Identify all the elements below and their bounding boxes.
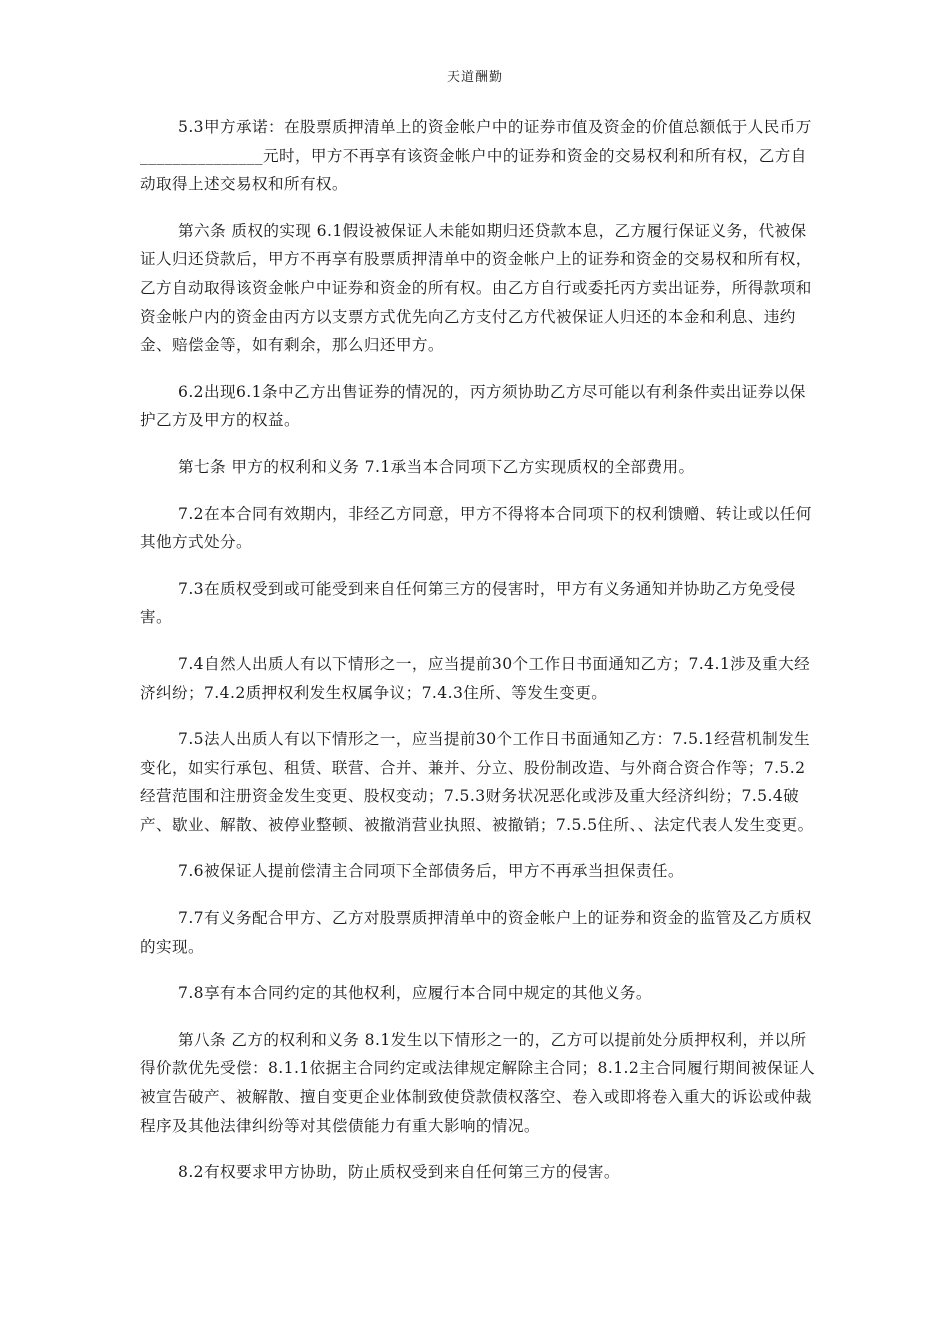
paragraph-article-8: 第八条 乙方的权利和义务 8.1发生以下情形之一的，乙方可以提前处分质押权利，并以所得价款优先受偿：8.1.1依据主合同约定或法律规定解除主合同；8.1.2主合同履行期间被保证人被宣告破产、被解散、擅自变更企业体制致使贷款债权落空、卷入或即将卷入重大的诉讼或仲裁程序及其他法律纠纷等对其偿债能力有重大影响的情况。	[140, 1030, 816, 1135]
paragraph-7-6: 7.6被保证人提前偿清主合同项下全部债务后，甲方不再承当担保责任。	[178, 862, 684, 881]
paragraph-8-2: 8.2有权要求甲方协助，防止质权受到来自任何第三方的侵害。	[178, 1163, 620, 1182]
paragraph-6-2: 6.2出现6.1条中乙方出售证券的情况的，丙方须协助乙方尽可能以有利条件卖出证券以保护乙方及甲方的权益。	[140, 382, 806, 430]
paragraph-article-7: 第七条 甲方的权利和义务 7.1承当本合同项下乙方实现质权的全部费用。	[178, 457, 695, 476]
page-header: 天道酬勤	[446, 70, 503, 85]
paragraph-article-6: 第六条 质权的实现 6.1假设被保证人未能如期归还贷款本息，乙方履行保证义务，代被保证人归还贷款后，甲方不再享有股票质押清单中的资金帐户上的证券和资金的交易权和所有权，乙方自动取得该资金帐户中证券和资金的所有权。由乙方自行或委托丙方卖出证券，所得款项和资金帐户内的资金由丙方以支票方式优先向乙方支付乙方代被保证人归还的本金和利息、违约金、赔偿金等，如有剩余，那么归还甲方。	[140, 221, 812, 355]
paragraph-7-2: 7.2在本合同有效期内，非经乙方同意，甲方不得将本合同项下的权利馈赠、转让或以任何其他方式处分。	[140, 504, 812, 552]
paragraph-7-7: 7.7有义务配合甲方、乙方对股票质押清单中的资金帐户上的证券和资金的监管及乙方质权的实现。	[140, 909, 812, 956]
paragraph-7-4: 7.4自然人出质人有以下情形之一，应当提前30个工作日书面通知乙方；7.4.1涉及重大经济纠纷；7.4.2质押权利发生权属争议；7.4.3住所、等发生变更。	[140, 654, 811, 702]
paragraph-7-8: 7.8享有本合同约定的其他权利，应履行本合同中规定的其他义务。	[178, 984, 652, 1003]
document-body	[140, 113, 816, 1187]
paragraph-7-5: 7.5法人出质人有以下情形之一，应当提前30个工作日书面通知乙方：7.5.1经营机制发生变化，如实行承包、租赁、联营、合并、兼并、分立、股份制改造、与外商合资合作等；7.5.2经营范围和注册资金发生变更、股权变动；7.5.3财务状况恶化或涉及重大经济纠纷；7.5.4破产、歇业、解散、被停业整顿、被撤消营业执照、被撤销；7.5.5住所、、法定代表人发生变更。	[140, 730, 814, 834]
paragraph-7-3: 7.3在质权受到或可能受到来自任何第三方的侵害时，甲方有义务通知并协助乙方免受侵害。	[140, 579, 796, 627]
paragraph-5-3: 5.3甲方承诺：在股票质押清单上的资金帐户中的证券市值及资金的价值总额低于人民币万_______________元时，甲方不再享有该资金帐户中的证券和资金的交易权利和所有权，乙方自动取得上述交易权和所有权。	[140, 118, 812, 194]
